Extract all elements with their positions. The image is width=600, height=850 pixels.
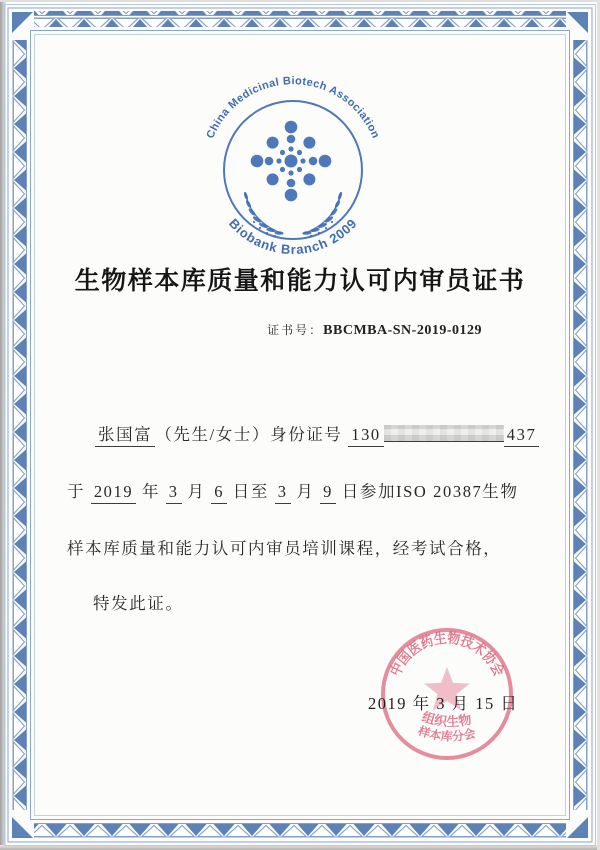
underlined-value: 9 — [320, 482, 336, 504]
certificate-title: 生物样本库质量和能力认可内审员证书 — [74, 268, 526, 295]
text-segment: 于 — [67, 482, 91, 501]
text-segment: 日至 — [227, 482, 275, 501]
logo-bottom-text: Biobank Branch 2009 — [226, 215, 360, 258]
snowflake-dots-icon — [251, 121, 332, 202]
underlined-value: 张国富 — [95, 425, 155, 447]
association-logo-icon — [175, 70, 415, 270]
underlined-value: 2019 — [91, 482, 136, 504]
body-line-training-dates — [67, 478, 519, 502]
certificate-number-value: BBCMBA-SN-2019-0129 — [323, 323, 482, 338]
underlined-value: 6 — [211, 482, 227, 504]
underlined-value: 130 — [348, 425, 384, 447]
seal-arc-text: 中国医药生物技术协会 — [387, 630, 508, 681]
text-segment: 日参加ISO 20387生物 — [336, 482, 519, 501]
certificate-number-row — [0, 321, 600, 339]
body-line-issuance: 特发此证。 — [93, 594, 184, 613]
underlined-value: 437 — [504, 425, 540, 447]
text-segment: 年 — [136, 482, 166, 501]
body-line-course: 样本库质量和能力认可内审员培训课程，经考试合格， — [67, 539, 502, 558]
logo-top-text: China Medicinal Biotech Association — [204, 75, 382, 141]
issue-date: 2019 年 3 月 15 日 — [368, 694, 519, 713]
underlined-value: 3 — [275, 482, 291, 504]
redacted-id-mosaic — [384, 425, 504, 442]
text-segment: 月 — [290, 482, 321, 501]
body-line-holder-name — [95, 421, 539, 445]
underlined-value: 3 — [166, 482, 182, 504]
seal-inner-text-2: 样本库分会 — [416, 723, 477, 744]
seal-inner-text-1: 组织生物 — [420, 709, 473, 730]
certificate-number-label: 证书号： — [267, 323, 324, 337]
text-segment: 月 — [181, 482, 212, 501]
text-segment: （先生/女士）身份证号 — [155, 425, 349, 444]
